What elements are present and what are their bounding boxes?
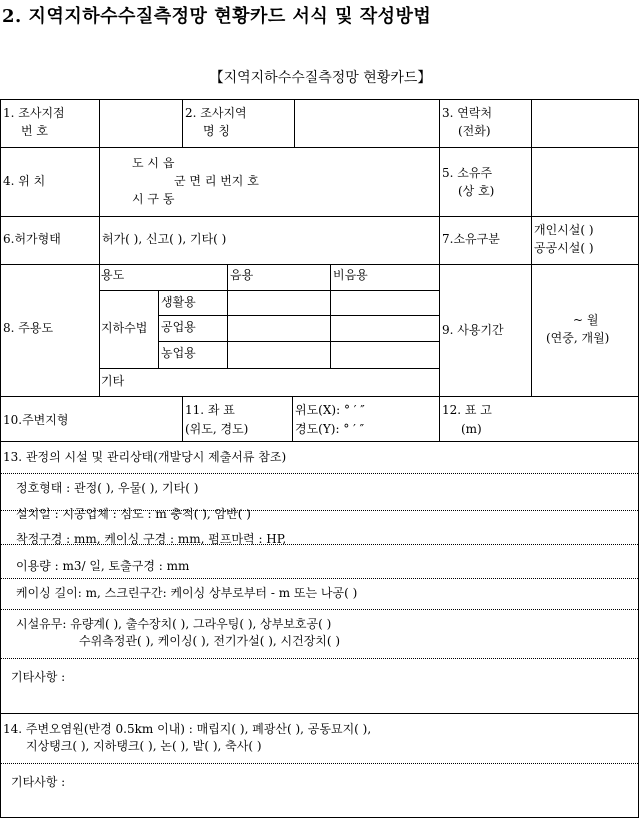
- longitude-field: 경도(Y): ° ′ ″: [295, 422, 365, 436]
- permit-type-values: 허가( ), 신고( ), 기타( ): [102, 232, 227, 246]
- page-heading: 2. 지역지하수수질측정망 현황카드 서식 및 작성방법: [2, 6, 432, 27]
- domestic-use-label: 생활용: [161, 295, 196, 309]
- survey-area-name-label: 2. 조사지역: [185, 106, 247, 120]
- status-card-form: [0, 99, 639, 818]
- coordinates-label: 11. 좌 표: [185, 403, 235, 417]
- section-13-title: 13. 관정의 시설 및 관리상태(개발당시 제출서류 참조): [3, 450, 287, 464]
- elevation-label: 12. 표 고: [442, 403, 492, 417]
- form-title: 【지역지하수수질측정망 현황카드】: [209, 70, 432, 86]
- groundwater-act-label: 지하수법: [101, 321, 148, 335]
- industrial-use-label: 공업용: [161, 320, 196, 334]
- casing-line: 케이싱 길이: m, 스크린구간: 케이싱 상부로부터 - m 또는 나공( ): [16, 586, 358, 600]
- location-label: 4. 위 치: [3, 174, 46, 188]
- owner-label-2: (상 호): [458, 184, 495, 198]
- section-13-remarks: 기타사항 :: [11, 670, 66, 684]
- permit-type-label: 6.허가형태: [3, 232, 61, 246]
- contact-label: 3. 연락처: [442, 106, 493, 120]
- usage-line: 이용량 : m3/ 일, 토출구경 : mm: [16, 559, 190, 573]
- contact-label-2: (전화): [458, 124, 491, 138]
- section-14-title-2: 지상탱크( ), 지하탱크( ), 논( ), 밭( ), 축사( ): [26, 739, 262, 753]
- usage-period-label: 9. 사용기간: [442, 323, 504, 337]
- coordinates-label-2: (위도, 경도): [185, 422, 249, 436]
- section-14-remarks: 기타사항 :: [11, 775, 66, 789]
- latitude-field: 위도(X): ° ′ ″: [295, 403, 365, 417]
- usage-period-months: (연중, 개월): [546, 331, 610, 345]
- address-line-1: 도 시 읍: [132, 156, 175, 170]
- use-column-header: 용도: [101, 268, 125, 282]
- terrain-label: 10.주변지형: [3, 413, 69, 427]
- survey-point-no-label-2: 번 호: [21, 124, 48, 138]
- usage-period-range: ~ 월: [573, 313, 599, 327]
- elevation-unit: (m): [461, 422, 482, 436]
- section-14-title: 14. 주변오염원(반경 0.5km 이내) : 매립지( ), 폐광산( ), 공동묘지( ),: [3, 722, 372, 736]
- ownership-type-label: 7.소유구분: [442, 232, 500, 246]
- address-line-2: 군 면 리 번지 호: [174, 174, 259, 188]
- survey-point-no-label: 1. 조사지점: [3, 106, 65, 120]
- private-facility-option: 개인시설( ): [534, 223, 594, 237]
- address-line-3: 시 구 동: [132, 192, 175, 206]
- facility-line-2: 수위측정관( ), 케이싱( ), 전기가설( ), 시건장치( ): [79, 634, 341, 648]
- survey-area-name-label-2: 명 칭: [203, 124, 230, 138]
- well-type-line: 정호형태 : 관정( ), 우물( ), 기타( ): [16, 481, 199, 495]
- drinking-column-header: 음용: [230, 268, 254, 282]
- installation-line: 설치일 : 시공업체 : 심도 : m 충적( ), 암반( ): [16, 507, 251, 521]
- agricultural-use-label: 농업용: [161, 346, 196, 360]
- owner-label: 5. 소유주: [442, 166, 493, 180]
- drilling-line: 착정구경 : mm, 케이싱 구경 : mm, 펌프마력 : HP,: [16, 532, 287, 546]
- facility-line-1: 시설유무: 유량계( ), 출수장치( ), 그라우팅( ), 상부보호공( ): [16, 617, 332, 631]
- public-facility-option: 공공시설( ): [534, 241, 594, 255]
- other-use-label: 기타: [101, 374, 125, 388]
- main-use-label: 8. 주용도: [3, 321, 54, 335]
- non-drinking-column-header: 비음용: [333, 268, 368, 282]
